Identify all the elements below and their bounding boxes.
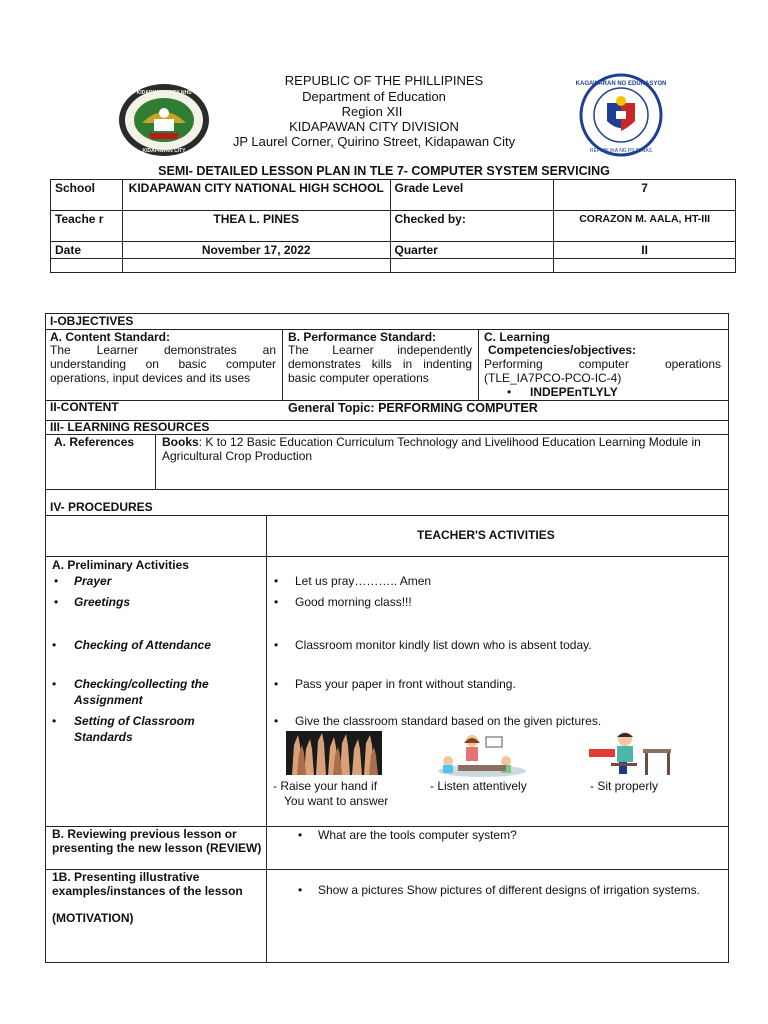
empty-cell [51, 259, 123, 273]
teacher-assignment: Pass your paper in front without standing. [295, 677, 516, 691]
preliminary-label: A. Preliminary Activities [52, 558, 189, 572]
activity-greetings: Greetings [74, 595, 131, 609]
objectives-heading: I-OBJECTIVES [50, 314, 134, 328]
school-seal-logo [118, 83, 210, 157]
activity-attendance: Checking of Attendance [74, 638, 211, 652]
teacher-prayer: Let us pray……….. Amen [295, 574, 432, 588]
rule [45, 556, 729, 557]
teacher-attendance: Classroom monitor kindly list down who is absent today. [295, 638, 592, 652]
sit-properly-image [583, 729, 679, 779]
empty-cell [390, 259, 554, 273]
raised-hands-image [286, 731, 382, 775]
references-label: A. References [54, 435, 135, 449]
standard-listen: - Listen attentively [430, 779, 527, 793]
header-republic: REPUBLIC OF THE PHILLIPINES [284, 73, 484, 88]
bullet-icon: • [52, 638, 57, 652]
header-division: KIDAPAWAN CITY DIVISION [289, 119, 459, 134]
standard-sit: - Sit properly [590, 779, 659, 793]
rule [478, 329, 479, 400]
review-label: B. Reviewing previous lesson or presenting the new lesson (REVIEW) [52, 827, 262, 855]
performance-standard-text: The Learner independently demonstrates kills in indenting basic computer operations [288, 343, 472, 385]
bullet-icon: • [298, 828, 303, 842]
general-topic: General Topic: PERFORMING COMPUTER [288, 401, 538, 415]
motivation-label: 1B. Presenting illustrative examples/instances of the lesson [52, 870, 243, 898]
school-label: School [51, 180, 123, 211]
listen-attentively-image [434, 731, 530, 777]
rule [282, 329, 283, 400]
competencies-label: Competencies/objectives: [488, 343, 637, 357]
activity-assignment: Checking/collecting the Assignment [74, 677, 209, 707]
grade-value: 7 [554, 180, 736, 211]
bullet-icon: • [52, 677, 57, 691]
date-label: Date [51, 242, 123, 259]
rule [45, 515, 729, 516]
performance-standard-label: B. Performance Standard: [288, 330, 437, 344]
teachers-activities-heading: TEACHER'S ACTIVITIES [417, 528, 555, 542]
bullet-icon: • [274, 677, 279, 691]
svg-text:KIDAPAWAN CITY NHS: KIDAPAWAN CITY NHS [136, 90, 192, 96]
bullet-icon: • [274, 714, 279, 728]
books-text: : K to 12 Basic Education Curriculum Technology and Livelihood Education Learning Module in Agricultural Crop Production [162, 435, 701, 463]
bullet-icon: • [52, 714, 57, 728]
content-standard-text: The Learner demonstrates an understanding on basic computer operations, input devices and its uses [50, 343, 276, 385]
activity-prayer: Prayer [74, 574, 112, 588]
bullet-icon: • [298, 883, 303, 897]
teacher-value: THEA L. PINES [122, 211, 390, 242]
rule [266, 515, 267, 963]
review-teacher: What are the tools computer system? [318, 828, 517, 842]
svg-text:KAGAWARAN NG EDUKASYON: KAGAWARAN NG EDUKASYON [575, 81, 667, 87]
header-department: Department of Education [302, 89, 446, 104]
header-address: JP Laurel Corner, Quirino Street, Kidapawan City [232, 134, 516, 149]
date-value: November 17, 2022 [122, 242, 390, 259]
lesson-plan-title: SEMI- DETAILED LESSON PLAN IN TLE 7- COMPUTER SYSTEM SERVICING [158, 164, 610, 178]
standard-raise-hand-2: You want to answer [284, 794, 389, 808]
bullet-icon: • [274, 638, 279, 652]
quarter-value: II [554, 242, 736, 259]
bullet-icon: • [54, 574, 59, 588]
books-label: Books [162, 435, 199, 449]
deped-seal-logo [572, 73, 670, 157]
procedures-heading: IV- PROCEDURES [50, 500, 153, 514]
header-region: Region XII [341, 104, 403, 119]
bullet-icon: • [54, 595, 59, 609]
motivation-tag: (MOTIVATION) [52, 911, 134, 925]
grade-label: Grade Level [390, 180, 554, 211]
checked-value: CORAZON M. AALA, HT-III [554, 211, 736, 242]
books-reference [162, 435, 724, 463]
rule [155, 434, 156, 489]
empty-cell [122, 259, 390, 273]
bullet-icon: • [274, 595, 279, 609]
svg-text:REPUBLIKA NG PILIPINAS: REPUBLIKA NG PILIPINAS [590, 148, 652, 154]
content-standard-label: A. Content Standard: [50, 330, 170, 344]
svg-text:KIDAPAWAN CITY: KIDAPAWAN CITY [142, 148, 186, 154]
bullet-icon: • [507, 385, 512, 399]
learning-bullet: INDEPEnTLYLY [530, 385, 618, 399]
teacher-greetings: Good morning class!!! [295, 595, 412, 609]
teacher-standards: Give the classroom standard based on the given pictures. [295, 714, 602, 728]
learning-text: Performing computer operations (TLE_IA7PCO-PCO-IC-4) [484, 357, 721, 385]
empty-cell [554, 259, 736, 273]
motivation-teacher: Show a pictures Show pictures of different designs of irrigation systems. [318, 883, 700, 897]
content-heading: II-CONTENT [50, 400, 119, 414]
rule [45, 489, 729, 490]
school-value: KIDAPAWAN CITY NATIONAL HIGH SCHOOL [122, 180, 390, 211]
resources-heading: III- LEARNING RESOURCES [50, 420, 210, 434]
learning-label: C. Learning [484, 330, 551, 344]
info-table [50, 179, 736, 273]
standard-raise-hand: - Raise your hand if [273, 779, 378, 793]
activity-standards: Setting of Classroom Standards [74, 714, 195, 744]
checked-label: Checked by: [390, 211, 554, 242]
quarter-label: Quarter [390, 242, 554, 259]
bullet-icon: • [274, 574, 279, 588]
teacher-label: Teache r [51, 211, 123, 242]
